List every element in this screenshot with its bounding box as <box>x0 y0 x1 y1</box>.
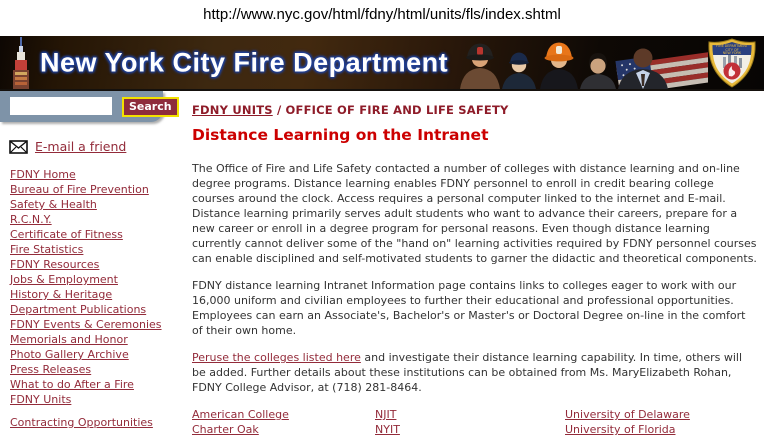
sidebar-nav <box>10 167 185 430</box>
college-link-university-of-delaware[interactable]: University of Delaware <box>565 408 690 421</box>
email-a-friend-link[interactable]: E-mail a friend <box>35 139 127 154</box>
college-link-nyit[interactable]: NYIT <box>375 423 400 436</box>
fdny-header-banner <box>0 36 764 91</box>
svg-text:CITY OF: CITY OF <box>725 47 739 52</box>
firefighter-1 <box>460 44 500 90</box>
paragraph-3 <box>192 350 757 395</box>
sidebar-item-certificate-of-fitness[interactable]: Certificate of Fitness <box>10 228 123 241</box>
main-content <box>192 103 757 437</box>
sidebar-item-memorials-and-honor[interactable]: Memorials and Honor <box>10 333 128 346</box>
college-link-charter-oak[interactable]: Charter Oak <box>192 423 259 436</box>
sidebar-item-fdny-units[interactable]: FDNY Units <box>10 393 72 406</box>
college-link-njit[interactable]: NJIT <box>375 408 397 421</box>
sidebar-item-fire-statistics[interactable]: Fire Statistics <box>10 243 84 256</box>
svg-text:NEW YORK: NEW YORK <box>722 51 742 56</box>
page-title: Distance Learning on the Intranet <box>192 126 489 144</box>
sidebar-item-fdny-events-ceremonies[interactable]: FDNY Events & Ceremonies <box>10 318 162 331</box>
sidebar-item-fdny-resources[interactable]: FDNY Resources <box>10 258 100 271</box>
envelope-icon[interactable] <box>9 140 28 154</box>
banner-title: New York City Fire Department <box>40 47 449 77</box>
breadcrumb-separator: / <box>272 103 286 117</box>
breadcrumb-fdny-units-link[interactable]: FDNY UNITS <box>192 103 273 117</box>
search-panel <box>0 91 172 122</box>
sidebar-item-department-publications[interactable]: Department Publications <box>10 303 147 316</box>
sidebar-item-fdny-home[interactable]: FDNY Home <box>10 168 76 181</box>
fdny-personnel-photo <box>458 36 708 89</box>
search-button[interactable]: Search <box>122 97 179 117</box>
paragraph-3-text: and investigate their distance learning capability. In time, others will be added. Further details about these institutions can be obtained from Ms. MaryElizabeth Rohan, FDNY College Advisor, at (718) 281-8464. <box>192 351 743 394</box>
sidebar-item-photo-gallery-archive[interactable]: Photo Gallery Archive <box>10 348 129 361</box>
sidebar-item-contracting-opportunities[interactable]: Contracting Opportunities <box>10 416 153 429</box>
sidebar-item-jobs-employment[interactable]: Jobs & Employment <box>10 273 118 286</box>
paragraph-1: The Office of Fire and Life Safety contacted a number of colleges with distance learning and on-line degree programs. Distance learning enables FDNY personnel to enroll in credit bearing college courses around the clock. Access requires a personal computer linked to the internet and E-mail. Distance learning primarily serves adult students who want to advance their careers, prepare for a new career or enroll in a degree program for personal reasons. Even though distance learning currently cannot deliver some of the "hand on" learning activities required by FDNY personnel courses can enable disciplined and self-motivated students to garner the didactic and theoretical components. <box>192 162 757 265</box>
college-link-university-of-florida[interactable]: University of Florida <box>565 423 676 436</box>
sidebar-item-history-heritage[interactable]: History & Heritage <box>10 288 113 301</box>
sidebar-item-safety-health[interactable]: Safety & Health <box>10 198 97 211</box>
breadcrumb-current: OFFICE OF FIRE AND LIFE SAFETY <box>285 103 509 117</box>
college-links <box>192 407 757 437</box>
empire-state-building-icon <box>5 37 37 89</box>
sidebar-item-press-releases[interactable]: Press Releases <box>10 363 92 376</box>
breadcrumb <box>192 103 757 117</box>
sidebar-item-what-to-do-after-a-fire[interactable]: What to do After a Fire <box>10 378 134 391</box>
sidebar-item-bureau-of-fire-prevention[interactable]: Bureau of Fire Prevention <box>10 183 149 196</box>
email-a-friend-row <box>9 139 126 154</box>
search-input[interactable] <box>10 97 112 115</box>
sidebar-item-rcny[interactable]: R.C.N.Y. <box>10 213 52 226</box>
address-bar[interactable]: http://www.nyc.gov/html/fdny/html/units/fls/index.shtml <box>0 0 764 35</box>
paragraph-2: FDNY distance learning Intranet Information page contains links to colleges eager to work with our 16,000 uniform and civilian employees to further their educational and professional opportunities. Employees can earn an Associate's, Bachelor's or Master's or Doctoral Degree on-line in the comfort of their own home. <box>192 279 746 337</box>
peruse-colleges-link[interactable]: Peruse the colleges listed here <box>192 351 361 364</box>
svg-text:FIRE DEPARTMENT: FIRE DEPARTMENT <box>716 44 748 48</box>
firefighter-2 <box>540 43 578 90</box>
college-link-american-college[interactable]: American College <box>192 408 289 421</box>
ems-officer <box>502 53 536 90</box>
civilian-woman <box>580 53 616 89</box>
fdny-shield-icon <box>703 38 761 88</box>
